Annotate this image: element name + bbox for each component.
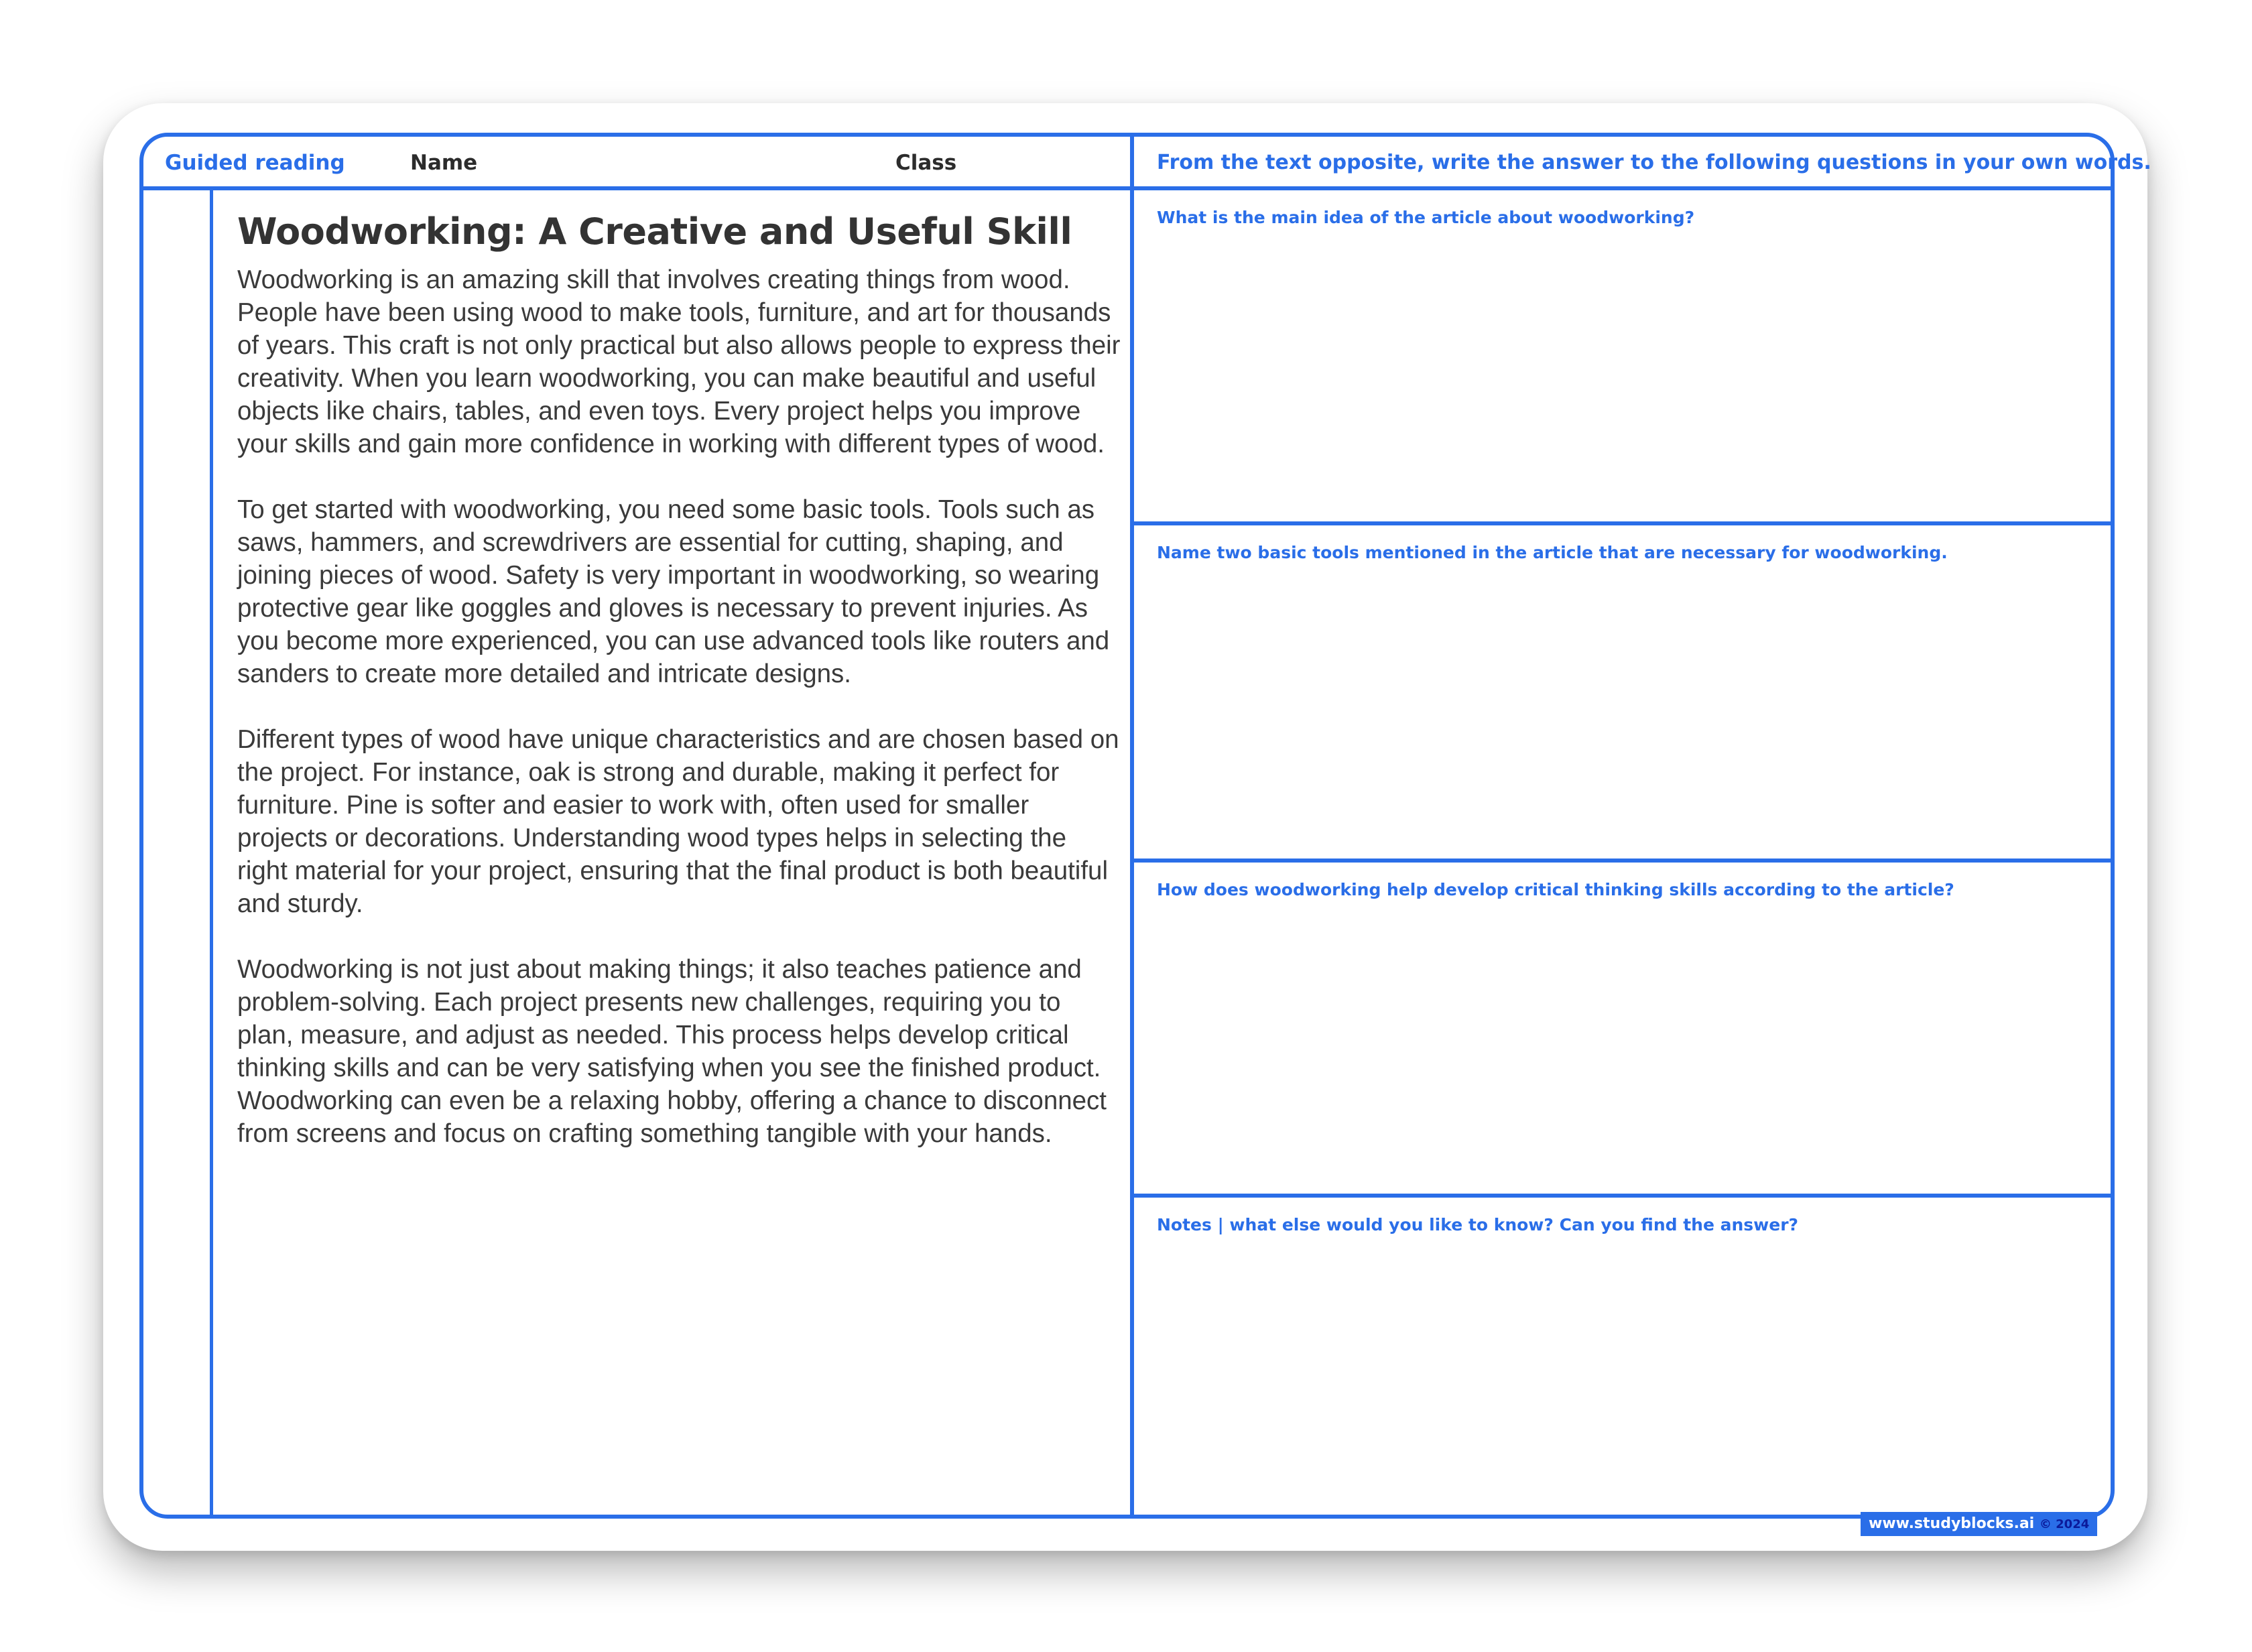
notes-box[interactable] [1134, 1198, 2111, 1519]
question-box-2[interactable] [1134, 525, 2111, 863]
question-box-1[interactable] [1134, 190, 2111, 525]
footer-site-link[interactable]: www.studyblocks.ai [1869, 1515, 2035, 1532]
question-1-text: What is the main idea of the article about woodworking? [1157, 208, 1695, 227]
margin-line [210, 190, 213, 1519]
name-field-label: Name [410, 151, 478, 175]
question-box-3[interactable] [1134, 863, 2111, 1198]
question-3-text: How does woodworking help develop critical thinking skills according to the article? [1157, 880, 1954, 899]
footer-copyright: © 2024 [2039, 1517, 2090, 1531]
article-paragraph-1: Woodworking is an amazing skill that involves creating things from wood. People have been using wood to make tools, furniture, and art for thousands of years. This craft is not only practical but also allows people to express their creativity. When you learn woodworking, you can make beautiful and useful objects like chairs, tables, and even toys. Every project helps you improve your skills and gain more confidence in working with different types of wood. [237, 265, 1121, 458]
footer-badge[interactable] [1861, 1512, 2097, 1536]
article-paragraph-3: Different types of wood have unique characteristics and are chosen based on the project. For instance, oak is strong and durable, making it perfect for furniture. Pine is softer and easier to work with, often used for smaller projects or decorations. Understanding wood types helps in selecting the right material for your project, ensuring that the final product is both beautiful and sturdy. [237, 725, 1119, 918]
class-field-label: Class [895, 151, 957, 175]
article-title: Woodworking: A Creative and Useful Skill [237, 210, 1072, 253]
worksheet-header [143, 137, 1130, 190]
article [237, 210, 1122, 1183]
notes-text: Notes | what else would you like to know? Can you find the answer? [1157, 1215, 1799, 1234]
question-2-text: Name two basic tools mentioned in the article that are necessary for woodworking. [1157, 543, 1948, 562]
guided-reading-label: Guided reading [165, 151, 345, 175]
article-paragraph-2: To get started with woodworking, you need some basic tools. Tools such as saws, hammers, and screwdrivers are essential for cutting, shaping, and joining pieces of wood. Safety is very important in woodworking, so wearing protective gear like goggles and gloves is necessary to prevent injuries. As you become more experienced, you can use advanced tools like routers and sanders to create more detailed and intricate designs. [237, 495, 1110, 688]
worksheet-frame [139, 133, 2151, 1519]
instructions-text: From the text opposite, write the answer to the following questions in your own words. [1157, 151, 2151, 174]
instructions-header [1134, 137, 2151, 190]
article-paragraph-4: Woodworking is not just about making things; it also teaches patience and problem-solving. Each project presents new challenges, requiring you to plan, measure, and adjust as needed. This process helps develop critical thinking skills and can be very satisfying when you see the finished product. Woodworking can even be a relaxing hobby, offering a chance to disconnect from screens and focus on crafting something tangible with your hands. [237, 955, 1107, 1148]
